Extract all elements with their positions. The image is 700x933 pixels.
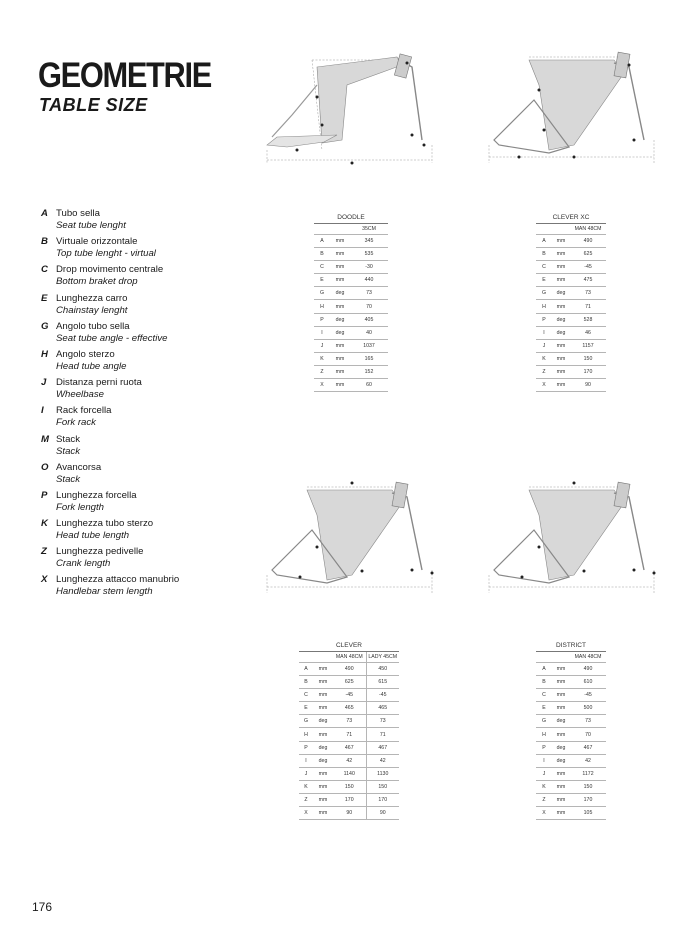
legend-en: Seat tube lenght [56, 220, 126, 231]
table-row: J mm 1140 1130 [299, 767, 399, 780]
table-row: A mm 490 [536, 235, 606, 248]
table-row: H mm 71 [536, 300, 606, 313]
table-row: Z mm 170 [536, 365, 606, 378]
table-row: X mm 60 [314, 379, 388, 392]
legend-code: P [41, 489, 48, 501]
legend-item [41, 405, 271, 433]
table-row: A mm 345 [314, 235, 388, 248]
legend-it: Avancorsa [56, 461, 102, 473]
legend-item [41, 546, 271, 574]
bike-frame-drawing [484, 475, 659, 605]
table-row: C mm -45 [536, 689, 606, 702]
legend-en: Handlebar stem length [56, 586, 153, 598]
legend-item [41, 208, 271, 236]
table-model-name: DOODLE [314, 212, 388, 224]
table-row: G deg 73 [536, 715, 606, 728]
legend-code: G [41, 320, 49, 332]
table-row: E mm 465 465 [299, 702, 399, 715]
legend-item [41, 264, 271, 292]
size-header: MAN 48CM [570, 224, 606, 235]
legend-en: Fork rack [56, 417, 96, 429]
table-row: P deg 467 [536, 741, 606, 754]
table-row: H mm 71 71 [299, 728, 399, 741]
legend-code: M [41, 433, 49, 445]
table-row: X mm 105 [536, 807, 606, 820]
legend-it: Tubo sella [56, 208, 100, 219]
legend-code: H [41, 348, 48, 360]
table-row: J mm 1157 [536, 339, 606, 352]
page-number: 176 [32, 900, 53, 914]
legend-it: Angolo sterzo [56, 348, 115, 360]
table-row: A mm 490 450 [299, 663, 399, 676]
table-row: Z mm 170 [536, 793, 606, 806]
table-row: B mm 625 [536, 248, 606, 261]
legend-it: Distanza perni ruota [56, 377, 142, 389]
table-row: C mm -45 -45 [299, 689, 399, 702]
geometry-table-clever [299, 640, 399, 820]
legend-code: E [41, 292, 48, 304]
legend-en: Bottom braket drop [56, 276, 138, 288]
legend-it: Stack [56, 433, 80, 445]
legend-en: Seat tube angle - effective [56, 332, 168, 344]
table-row: B mm 610 [536, 676, 606, 689]
legend-it: Lunghezza forcella [56, 489, 137, 501]
page-title: GEOMETRIE [38, 56, 211, 95]
table-row: J mm 1037 [314, 339, 388, 352]
legend-item [41, 462, 271, 490]
table-row: B mm 535 [314, 248, 388, 261]
frame-diagram-doodle [262, 45, 437, 175]
legend-en: Top tube lenght - virtual [56, 248, 156, 260]
legend-item [41, 518, 271, 546]
legend-item [41, 236, 271, 264]
size-header: LADY 45CM [366, 652, 399, 663]
table-row: I deg 42 [536, 754, 606, 767]
table-row: G deg 73 [536, 287, 606, 300]
legend-it: Lunghezza carro [56, 292, 128, 304]
table-row: H mm 70 [536, 728, 606, 741]
legend-en: Crank length [56, 558, 111, 570]
table-row: C mm -45 [536, 261, 606, 274]
legend-code: A [41, 208, 48, 219]
legend-code: B [41, 236, 48, 248]
frame-diagram-clever [262, 475, 437, 605]
table-row: E mm 475 [536, 274, 606, 287]
table-row: B mm 625 615 [299, 676, 399, 689]
frame-diagram-clever-xc [484, 45, 659, 175]
bike-frame-drawing [484, 45, 659, 175]
legend-item [41, 321, 271, 349]
bike-frame-drawing [262, 45, 437, 175]
table-row: H mm 70 [314, 300, 388, 313]
table-row: I deg 40 [314, 326, 388, 339]
table-row: G deg 73 73 [299, 715, 399, 728]
table-row: P deg 528 [536, 313, 606, 326]
legend-it: Lunghezza attacco manubrio [56, 574, 180, 586]
legend-code: Z [41, 546, 47, 558]
table-row: E mm 500 [536, 702, 606, 715]
legend-code: C [41, 264, 48, 276]
table-row: Z mm 170 170 [299, 793, 399, 806]
geometry-legend [41, 208, 271, 603]
table-model-name: DISTRICT [536, 640, 606, 652]
size-header: 35CM [350, 224, 388, 235]
table-row: I deg 42 42 [299, 754, 399, 767]
legend-item [41, 574, 271, 602]
geometry-table-district [536, 640, 606, 820]
table-row: K mm 150 [536, 780, 606, 793]
table-row: C mm -30 [314, 261, 388, 274]
legend-it: Lunghezza pedivelle [56, 546, 144, 558]
legend-item [41, 434, 271, 462]
size-header: MAN 48CM [333, 652, 366, 663]
table-model-name: CLEVER [299, 640, 399, 652]
legend-en: Wheelbase [56, 389, 104, 401]
table-row: P deg 467 467 [299, 741, 399, 754]
table-row: K mm 165 [314, 352, 388, 365]
legend-item [41, 293, 271, 321]
legend-it: Drop movimento centrale [56, 264, 164, 276]
page-subtitle: TABLE SIZE [39, 95, 148, 115]
legend-en: Stack [56, 473, 80, 485]
size-header: MAN 48CM [570, 652, 606, 663]
table-row: P deg 405 [314, 313, 388, 326]
table-row: K mm 150 150 [299, 780, 399, 793]
geometry-table-doodle [314, 212, 388, 392]
table-row: K mm 150 [536, 352, 606, 365]
legend-en: Head tube length [56, 530, 130, 542]
legend-item [41, 377, 271, 405]
legend-it: Angolo tubo sella [56, 320, 130, 332]
legend-code: J [41, 377, 47, 389]
table-model-name: CLEVER XC [536, 212, 606, 224]
legend-it: Rack forcella [56, 405, 112, 417]
legend-item [41, 349, 271, 377]
legend-code: K [41, 518, 48, 530]
table-row: X mm 90 [536, 379, 606, 392]
legend-it: Virtuale orizzontale [56, 236, 138, 248]
legend-code: X [41, 574, 48, 586]
legend-it: Lunghezza tubo sterzo [56, 518, 154, 530]
bike-frame-drawing [262, 475, 437, 605]
table-row: Z mm 152 [314, 365, 388, 378]
table-row: E mm 440 [314, 274, 388, 287]
table-row: A mm 490 [536, 663, 606, 676]
table-row: I deg 46 [536, 326, 606, 339]
legend-en: Chainstay lenght [56, 304, 128, 316]
legend-en: Head tube angle [56, 360, 127, 372]
legend-en: Stack [56, 445, 80, 457]
geometry-table-clever-xc [536, 212, 606, 392]
table-row: G deg 73 [314, 287, 388, 300]
table-row: X mm 90 90 [299, 807, 399, 820]
frame-diagram-district [484, 475, 659, 605]
legend-en: Fork length [56, 501, 104, 513]
legend-item [41, 490, 271, 518]
table-row: J mm 1172 [536, 767, 606, 780]
legend-code: O [41, 461, 49, 473]
legend-code: I [41, 405, 44, 417]
